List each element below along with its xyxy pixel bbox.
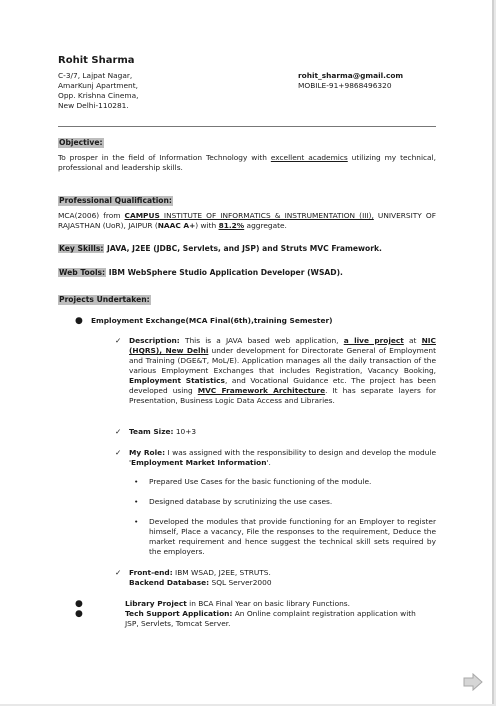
main-project-title: Employment Exchange(MCA Final(6th),training Semester) [91,316,333,325]
qualification-heading: Professional Qualification: [59,196,172,205]
tech-support-project: Tech Support Application: An Online complaint registration application with JSP, Servlets, Tomcat Server. [125,609,416,628]
address-line: Opp. Krishna Cinema, [58,91,139,100]
check-icon: ✓ [115,427,122,436]
header-divider [58,126,436,127]
check-icon: ✓ [115,336,122,345]
bullet-icon: • [134,497,139,506]
qualification-text: MCA(2006) from CAMPUS INSTITUTE OF INFORMATICS & INSTRUMENTATION (III), UNIVERSITY OF RAJASTHAN (UoR), JAIPUR (NAAC A+) with 81.2% aggregate. [58,211,436,230]
team-size: Team Size: 10+3 [129,427,197,436]
role-item: Prepared Use Cases for the basic functioning of the module. [149,477,372,486]
bullet-icon: • [134,517,139,526]
contact-block [298,71,403,91]
next-arrow-icon[interactable] [462,673,484,691]
role-item: Designed database by scrutinizing the use cases. [149,497,333,506]
bullet-icon: • [134,477,139,486]
check-icon: ✓ [115,568,122,577]
web-tools: Web Tools: IBM WebSphere Studio Application Developer (WSAD). [59,268,343,277]
address-block [58,71,138,111]
bullet-icon: ● [75,609,83,619]
address-line: AmarKunj Apartment, [58,81,138,90]
email-address: rohit_sharma@gmail.com [298,71,404,80]
role-item: Developed the modules that provide functioning for an Employer to register himself, Place a vacancy, File the responses to the requirement, Deduce the market requirement and hence suggest the technical skill sets required by the employers. [149,517,436,556]
objective-text: To prosper in the field of Information Technology with excellent academics utilizing my technical, professional and leadership skills. [58,153,436,172]
bullet-icon: ● [75,316,83,326]
check-icon: ✓ [115,448,122,457]
address-line: New Delhi-110281. [58,101,129,110]
front-end: Front-end: IBM WSAD, J2EE, STRUTS. Backend Database: SQL Server2000 [129,568,272,587]
library-project: Library Project in BCA Final Year on basic library Functions. [125,599,350,608]
my-role: My Role: I was assigned with the responsibility to design and develop the module 'Employment Market Information'. [129,448,436,467]
address-line: C-3/7, Lajpat Nagar, [58,71,133,80]
projects-heading: Projects Undertaken: [59,295,150,304]
bullet-icon: ● [75,599,83,609]
mobile-number: MOBILE-91+9868496320 [298,81,392,90]
candidate-name: Rohit Sharma [58,55,135,66]
key-skills: Key Skills: JAVA, J2EE (JDBC, Servlets, and JSP) and Struts MVC Framework. [59,244,382,253]
project-description: Description: This is a JAVA based web application, a live project at NIC (HQRS), New Delhi under development for Directorate General of Employment and Training (DGE&T, MoL/E). Application manages all the daily transaction of the various Employment Exchanges that includes Registration, Vacancy Booking, Employment Statistics, and Vocational Guidance etc. The project has been developed using MVC Framework Architecture. It has separate layers for Presentation, Business Logic Data Access and Libraries. [129,336,437,405]
objective-heading: Objective: [59,138,103,147]
